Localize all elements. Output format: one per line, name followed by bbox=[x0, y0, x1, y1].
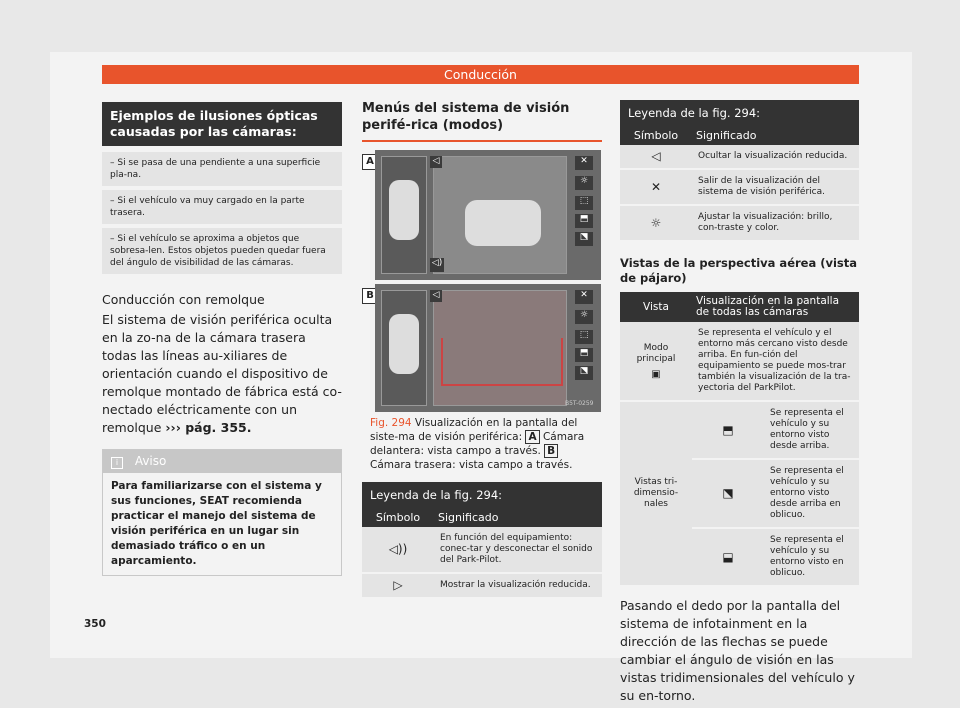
car-front-view bbox=[465, 200, 541, 246]
section-header: Conducción bbox=[102, 65, 859, 84]
footer-text: Pasando el dedo por la pantalla del sistema de infotainment en la dirección de las flechas se puede cambiar el ángulo de visión en las vistas tridimensionales del vehículo y su en-torno. bbox=[620, 598, 855, 703]
image-code: B5T-0259 bbox=[565, 400, 594, 407]
brightness-icon: ☼ bbox=[620, 205, 692, 241]
car-top-icon bbox=[389, 314, 419, 374]
modes-title: Menús del sistema de visión perifé-rica (modos) bbox=[362, 100, 602, 142]
legend-table bbox=[362, 508, 602, 599]
table-row bbox=[620, 205, 859, 241]
trailer-heading: Conducción con remolque bbox=[102, 292, 265, 307]
aviso-title: Aviso bbox=[134, 454, 167, 468]
column-header-display: Visualización en la pantalla de todas las cámaras bbox=[696, 295, 840, 318]
caption-label-b: B bbox=[544, 444, 558, 458]
car-oblique-view-icon[interactable]: ⬔ bbox=[575, 366, 593, 380]
table-cell: Ocultar la visualización reducida. bbox=[692, 145, 859, 169]
page-number: 350 bbox=[84, 618, 106, 630]
parkpilot-sound-icon[interactable]: ◁) bbox=[430, 258, 444, 272]
table-row bbox=[620, 322, 859, 401]
car-top-view-icon[interactable]: ⬒ bbox=[575, 348, 593, 362]
triangle-left-icon: ◁ bbox=[620, 145, 692, 169]
trailer-body: El sistema de visión periférica oculta en la zo-na de la cámara trasera todas las líneas au-xiliares de orientación cuando el dispositivo de remolque montado de fábrica está co-nectado eléctricamente con un remolque bbox=[102, 312, 342, 435]
table-row bbox=[362, 527, 602, 573]
column-header-meaning: Significado bbox=[696, 129, 757, 142]
view-mode-icon[interactable]: ⬚ bbox=[575, 196, 593, 210]
triangle-left-icon[interactable]: ◁ bbox=[430, 290, 442, 302]
example-item: – Si el vehículo va muy cargado en la parte trasera. bbox=[102, 190, 342, 224]
guide-lines bbox=[441, 338, 563, 386]
middle-column bbox=[362, 100, 602, 142]
example-item: – Si se pasa de una pendiente a una superficie pla-na. bbox=[102, 152, 342, 186]
page-reference-link[interactable]: ››› pág. 355. bbox=[165, 420, 252, 435]
legend-title: Leyenda de la fig. 294: bbox=[620, 100, 859, 126]
brightness-icon[interactable]: ☼ bbox=[575, 176, 593, 190]
aviso-header bbox=[103, 450, 341, 473]
modo-principal-cell bbox=[620, 322, 692, 401]
table-cell: Se representa el vehículo y su entorno visto desde arriba. bbox=[764, 401, 859, 459]
triangle-left-icon[interactable]: ◁ bbox=[430, 156, 442, 168]
examples-title: Ejemplos de ilusiones ópticas causadas por las cámaras: bbox=[102, 102, 342, 146]
close-icon[interactable]: ✕ bbox=[575, 290, 593, 304]
table-cell: Salir de la visualización del sistema de visión periférica. bbox=[692, 169, 859, 205]
example-item: – Si el vehículo se aproxima a objetos que sobresa-len. Estos objetos pueden quedar fuera del ángulo de visibilidad de las cámaras. bbox=[102, 228, 342, 274]
car-top-view-icon[interactable]: ⬒ bbox=[575, 214, 593, 228]
modo-label: Modo principal bbox=[636, 342, 676, 364]
column-header-symbol: Símbolo bbox=[375, 511, 421, 524]
camera-view-front bbox=[375, 150, 601, 280]
legend-table bbox=[620, 126, 859, 242]
legend-title: Leyenda de la fig. 294: bbox=[362, 482, 602, 508]
car-oblique-icon: ⬔ bbox=[692, 459, 764, 528]
car-top-icon: ⬒ bbox=[692, 401, 764, 459]
table-cell: Se representa el vehículo y su entorno visto en oblicuo. bbox=[764, 528, 859, 586]
close-icon[interactable]: ✕ bbox=[575, 156, 593, 170]
table-row bbox=[620, 401, 859, 459]
column-header-meaning: Significado bbox=[438, 511, 499, 524]
info-icon: i bbox=[111, 457, 123, 469]
column-header-view: Vista bbox=[643, 300, 669, 313]
table-cell: Se representa el vehículo y su entorno visto desde arriba en oblicuo. bbox=[764, 459, 859, 528]
table-row bbox=[620, 169, 859, 205]
car-oblique-view-icon[interactable]: ⬔ bbox=[575, 232, 593, 246]
views-table bbox=[620, 292, 859, 587]
view-mode-icon[interactable]: ⬚ bbox=[575, 330, 593, 344]
tri-label: Vistas tri-dimensio-nales bbox=[620, 401, 692, 586]
figure-label-a: A bbox=[362, 154, 378, 170]
aviso-box bbox=[102, 449, 342, 576]
aviso-text: Para familiarizarse con el sistema y sus funciones, SEAT recomienda practicar el manejo del sistema de visión periférica en un lugar sin demasiado tráfico o en un aparcamiento. bbox=[111, 480, 322, 567]
table-row bbox=[620, 145, 859, 169]
table-cell: Se representa el vehículo y el entorno más cercano visto desde arriba. En fun-ción del equipamiento se puede mos-trar también la visualización de la tra-yectoria del ParkPilot. bbox=[692, 322, 859, 401]
caption-b-text: Cámara trasera: vista campo a través. bbox=[370, 459, 573, 471]
camera-view-rear bbox=[375, 284, 601, 412]
triangle-right-icon: ▷ bbox=[362, 573, 434, 598]
table-cell: En función del equipamiento: conec-tar y desconectar el sonido del Park-Pilot. bbox=[434, 527, 602, 573]
table-cell: Mostrar la visualización reducida. bbox=[434, 573, 602, 598]
figure-label: Fig. 294 bbox=[370, 417, 412, 429]
column-header-symbol: Símbolo bbox=[633, 129, 679, 142]
car-top-icon bbox=[389, 180, 419, 240]
table-cell: Ajustar la visualización: brillo, con-traste y color. bbox=[692, 205, 859, 241]
figure-caption-text: Visualización en la pantalla del siste-ma de visión periférica: bbox=[370, 417, 578, 443]
left-column bbox=[102, 102, 342, 576]
right-column bbox=[620, 100, 859, 705]
table-row bbox=[362, 573, 602, 598]
views-heading: Vistas de la perspectiva aérea (vista de pájaro) bbox=[620, 256, 858, 285]
middle-legend bbox=[362, 482, 602, 599]
brightness-icon[interactable]: ☼ bbox=[575, 310, 593, 324]
main-mode-icon: ▣ bbox=[651, 368, 661, 380]
car-side-icon: ⬓ bbox=[692, 528, 764, 586]
caption-label-a: A bbox=[525, 430, 539, 444]
figure-caption bbox=[370, 416, 602, 472]
figure-label-b: B bbox=[362, 288, 378, 304]
close-icon: ✕ bbox=[620, 169, 692, 205]
caption-a-text: Cámara delantera: vista campo a través. bbox=[370, 431, 585, 457]
trailer-text bbox=[102, 311, 342, 437]
parkpilot-sound-icon: ◁)) bbox=[362, 527, 434, 573]
